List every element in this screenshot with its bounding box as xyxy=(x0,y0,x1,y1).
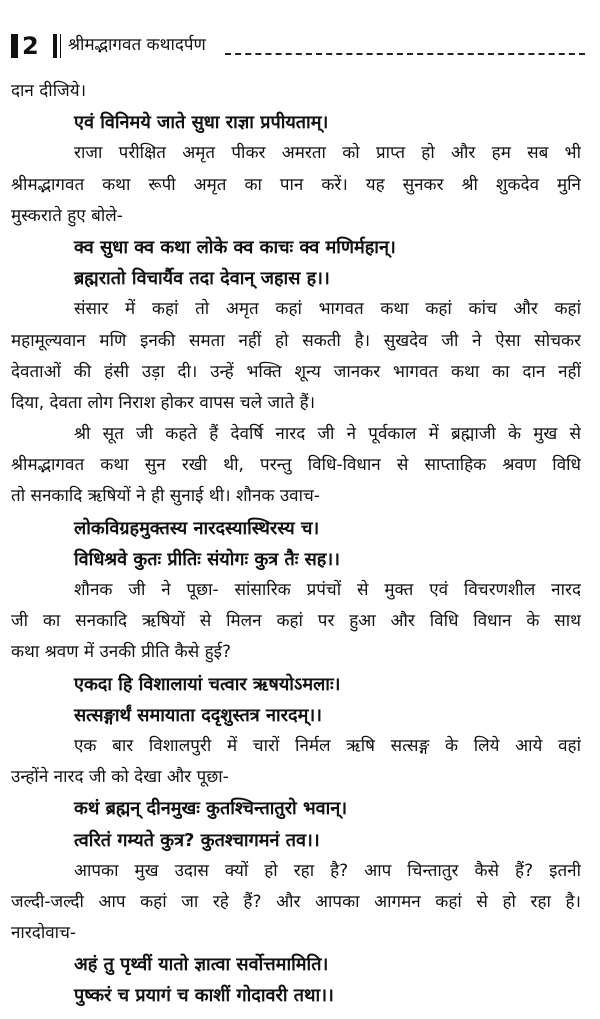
prose-line: श्रीमद्भागवत कथा रूपी अमृत का पान करें। यह सुनकर श्री शुकदेव मुनि xyxy=(11,174,581,195)
prose-line: संसार में कहां तो अमृत कहां भागवत कथा कहां कांच और कहां xyxy=(74,299,581,320)
header-thin-rule xyxy=(60,34,61,58)
prose-line: जी का सनकादि ऋषियों से मिलन कहां पर हुआ और विधि विधान के साथ xyxy=(11,611,581,632)
prose-line: देवताओं की हंसी उड़ा दी। उन्हें भक्ति शून्य जानकर भागवत कथा का दान नहीं xyxy=(11,361,581,382)
prose-line: श्रीमद्भागवत कथा सुन रखी थी, परन्तु विधि-विधान से साप्ताहिक श्रवण विधि xyxy=(11,455,581,476)
prose-line: श्री सूत जी कहते हैं देवर्षि नारद जी ने पूर्वकाल में ब्रह्माजी के मुख से xyxy=(74,424,581,445)
page-number: 2 xyxy=(22,32,39,60)
verse-line: एकदा हि विशालायां चत्वार ऋषयोऽमलाः। xyxy=(74,673,341,695)
page-header xyxy=(11,30,585,62)
verse-line: पुष्करं च प्रयागं च काशीं गोदावरी तथा।। xyxy=(74,985,334,1007)
prose-line: दान दीजिये। xyxy=(11,81,87,101)
verse-line: अहं तु पृथ्वीं यातो ज्ञात्वा सर्वोत्तमामिति। xyxy=(74,954,329,976)
prose-line: तो सनकादि ऋषियों ने ही सुनाई थी। शौनक उवाच- xyxy=(11,486,320,507)
verse-line: सत्सङ्गार्थं समायाता ददृशुस्तत्र नारदम्।। xyxy=(74,704,322,726)
verse-line: क्व सुधा क्व कथा लोके क्व काचः क्व मणिर्महान्। xyxy=(74,236,396,258)
running-title: श्रीमद्भागवत कथादर्पण xyxy=(68,35,206,55)
verse-line: लोकविग्रहमुक्तस्य नारदस्यास्थिरस्य च। xyxy=(74,517,320,539)
header-dashed-rule xyxy=(225,53,585,55)
prose-line: एक बार विशालपुरी में चारों निर्मल ऋषि सत्सङ्ग के लिये आये वहां xyxy=(74,735,581,756)
prose-line: उन्होंने नारद जी को देखा और पूछा- xyxy=(11,767,229,788)
prose-line: कथा श्रवण में उनकी प्रीति कैसे हुई? xyxy=(11,642,232,663)
header-block-mark xyxy=(11,34,18,58)
prose-line: आपका मुख उदास क्यों हो रहा है? आप चिन्तातुर कैसे हैं? इतनी xyxy=(74,860,581,881)
verse-line: त्वरितं गम्यते कुत्र? कुतश्चागमनं तव।। xyxy=(74,829,320,851)
header-thick-rule xyxy=(53,34,57,58)
verse-line: ब्रह्मरातो विचार्यैव तदा देवान् जहास ह।। xyxy=(74,268,330,290)
prose-line: महामूल्यवान मणि इनकी समता नहीं हो सकती है। सुखदेव जी ने ऐसा सोचकर xyxy=(11,330,581,351)
prose-line: दिया, देवता लोग निराश होकर वापस चले जाते हैं। xyxy=(11,392,316,413)
prose-line: राजा परीक्षित अमृत पीकर अमरता को प्राप्त हो और हम सब भी xyxy=(74,143,581,164)
verse-line: एवं विनिमये जाते सुधा राज्ञा प्रपीयताम्। xyxy=(74,112,329,134)
prose-line: जल्दी-जल्दी आप कहां जा रहे हैं? और आपका आगमन कहां से हो रहा है। xyxy=(11,891,581,912)
page-body xyxy=(11,76,581,1012)
prose-line: नारदोवाच- xyxy=(11,923,77,944)
verse-line: विधिश्रवे कुतः प्रीतिः संयोगः कुत्र तैः सह।। xyxy=(74,548,341,570)
verse-line: कथं ब्रह्मन् दीनमुखः कुतश्चिन्तातुरो भवान्। xyxy=(74,798,348,820)
prose-line: शौनक जी ने पूछा- सांसारिक प्रपंचों से मुक्त एवं विचरणशील नारद xyxy=(74,580,581,600)
prose-line: मुस्कराते हुए बोले- xyxy=(11,205,123,226)
